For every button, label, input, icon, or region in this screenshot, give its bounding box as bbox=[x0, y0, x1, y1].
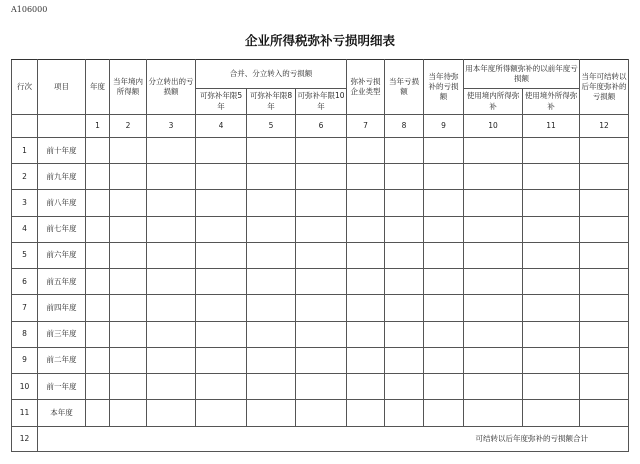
table-row bbox=[12, 347, 629, 373]
entry-cell[interactable] bbox=[424, 295, 464, 321]
entry-cell[interactable] bbox=[580, 400, 629, 426]
table-row bbox=[12, 190, 629, 216]
entry-cell[interactable] bbox=[424, 373, 464, 399]
entry-cell[interactable] bbox=[110, 216, 147, 242]
entry-cell[interactable] bbox=[196, 373, 247, 399]
entry-cell[interactable] bbox=[385, 295, 424, 321]
column-number: 11 bbox=[523, 115, 580, 138]
entry-cell[interactable] bbox=[580, 269, 629, 295]
entry-cell[interactable] bbox=[86, 190, 110, 216]
entry-cell[interactable] bbox=[196, 216, 247, 242]
entry-cell[interactable] bbox=[580, 190, 629, 216]
entry-cell[interactable] bbox=[110, 373, 147, 399]
entry-cell[interactable] bbox=[86, 216, 110, 242]
entry-cell[interactable] bbox=[196, 138, 247, 164]
entry-cell[interactable] bbox=[424, 400, 464, 426]
entry-cell[interactable] bbox=[385, 190, 424, 216]
column-number: 7 bbox=[347, 115, 385, 138]
entry-cell[interactable] bbox=[580, 347, 629, 373]
entry-cell[interactable] bbox=[147, 164, 196, 190]
blank-cell bbox=[12, 115, 38, 138]
header-used-foreign: 使用境外所得弥补 bbox=[523, 89, 580, 115]
row-item-label: 前八年度 bbox=[38, 190, 86, 216]
entry-cell[interactable] bbox=[523, 321, 580, 347]
entry-cell[interactable] bbox=[247, 138, 296, 164]
entry-cell[interactable] bbox=[86, 400, 110, 426]
entry-cell[interactable] bbox=[86, 269, 110, 295]
header-current-loss: 当年亏损额 bbox=[385, 60, 424, 115]
row-number: 5 bbox=[12, 242, 38, 268]
entry-cell[interactable] bbox=[196, 400, 247, 426]
entry-cell[interactable] bbox=[424, 164, 464, 190]
table-row bbox=[12, 242, 629, 268]
entry-cell[interactable] bbox=[523, 295, 580, 321]
column-number: 6 bbox=[296, 115, 347, 138]
entry-cell[interactable] bbox=[424, 190, 464, 216]
entry-cell[interactable] bbox=[196, 295, 247, 321]
row-number: 10 bbox=[12, 373, 38, 399]
entry-cell[interactable] bbox=[523, 400, 580, 426]
entry-cell[interactable] bbox=[147, 400, 196, 426]
row-number: 7 bbox=[12, 295, 38, 321]
header-year: 年度 bbox=[86, 60, 110, 115]
entry-cell[interactable] bbox=[464, 242, 523, 268]
entry-cell[interactable] bbox=[580, 295, 629, 321]
loss-offset-table bbox=[11, 59, 629, 452]
table-row bbox=[12, 138, 629, 164]
header-merged-10yr: 可弥补年限10年 bbox=[296, 89, 347, 115]
entry-cell[interactable] bbox=[196, 269, 247, 295]
entry-cell[interactable] bbox=[580, 321, 629, 347]
entry-cell[interactable] bbox=[424, 321, 464, 347]
entry-cell[interactable] bbox=[523, 216, 580, 242]
header-used-domestic: 使用境内所得弥补 bbox=[464, 89, 523, 115]
header-carry-forward: 当年可结转以后年度弥补的亏损额 bbox=[580, 60, 629, 115]
entry-cell[interactable] bbox=[385, 373, 424, 399]
entry-cell[interactable] bbox=[247, 295, 296, 321]
row-item-label: 前五年度 bbox=[38, 269, 86, 295]
entry-cell[interactable] bbox=[296, 216, 347, 242]
table-row bbox=[12, 269, 629, 295]
row-number: 6 bbox=[12, 269, 38, 295]
entry-cell[interactable] bbox=[247, 216, 296, 242]
entry-cell[interactable] bbox=[86, 321, 110, 347]
entry-cell[interactable] bbox=[347, 269, 385, 295]
entry-cell[interactable] bbox=[424, 347, 464, 373]
table-row bbox=[12, 400, 629, 426]
entry-cell[interactable] bbox=[523, 373, 580, 399]
entry-cell[interactable] bbox=[110, 400, 147, 426]
entry-cell[interactable] bbox=[296, 190, 347, 216]
blank-cell bbox=[38, 115, 86, 138]
entry-cell[interactable] bbox=[296, 373, 347, 399]
entry-cell[interactable] bbox=[464, 373, 523, 399]
entry-cell[interactable] bbox=[110, 164, 147, 190]
entry-cell[interactable] bbox=[147, 190, 196, 216]
table-row bbox=[12, 164, 629, 190]
entry-cell[interactable] bbox=[347, 347, 385, 373]
entry-cell[interactable] bbox=[86, 295, 110, 321]
header-used-group: 用本年度所得额弥补的以前年度亏损额 bbox=[464, 60, 580, 89]
entry-cell[interactable] bbox=[147, 216, 196, 242]
entry-cell[interactable] bbox=[147, 373, 196, 399]
column-number: 5 bbox=[247, 115, 296, 138]
entry-cell[interactable] bbox=[385, 138, 424, 164]
header-merged-group: 合并、分立转入的亏损额 bbox=[196, 60, 347, 89]
form-title: 企业所得税弥补亏损明细表 bbox=[244, 33, 395, 48]
row-number: 3 bbox=[12, 190, 38, 216]
entry-cell[interactable] bbox=[464, 164, 523, 190]
header-domestic-income: 当年境内所得额 bbox=[110, 60, 147, 115]
header-to-be-offset: 当年待弥补的亏损额 bbox=[424, 60, 464, 115]
entry-cell[interactable] bbox=[247, 347, 296, 373]
entry-cell[interactable] bbox=[464, 269, 523, 295]
entry-cell[interactable] bbox=[296, 400, 347, 426]
entry-cell[interactable] bbox=[110, 321, 147, 347]
entry-cell[interactable] bbox=[110, 190, 147, 216]
header-row-no: 行次 bbox=[12, 60, 38, 115]
entry-cell[interactable] bbox=[347, 242, 385, 268]
row-number: 1 bbox=[12, 138, 38, 164]
entry-cell[interactable] bbox=[464, 295, 523, 321]
entry-cell[interactable] bbox=[196, 321, 247, 347]
entry-cell[interactable] bbox=[86, 164, 110, 190]
entry-cell[interactable] bbox=[385, 242, 424, 268]
column-number: 10 bbox=[464, 115, 523, 138]
entry-cell[interactable] bbox=[86, 242, 110, 268]
entry-cell[interactable] bbox=[385, 164, 424, 190]
table-row bbox=[12, 373, 629, 399]
entry-cell[interactable] bbox=[347, 373, 385, 399]
entry-cell[interactable] bbox=[523, 164, 580, 190]
entry-cell[interactable] bbox=[110, 347, 147, 373]
header-merged-5yr: 可弥补年限5年 bbox=[196, 89, 247, 115]
entry-cell[interactable] bbox=[385, 269, 424, 295]
entry-cell[interactable] bbox=[196, 164, 247, 190]
entry-cell[interactable] bbox=[523, 347, 580, 373]
entry-cell[interactable] bbox=[86, 373, 110, 399]
entry-cell[interactable] bbox=[385, 216, 424, 242]
entry-cell[interactable] bbox=[580, 216, 629, 242]
table-row bbox=[12, 295, 629, 321]
entry-cell[interactable] bbox=[247, 400, 296, 426]
column-number: 12 bbox=[580, 115, 629, 138]
entry-cell[interactable] bbox=[147, 347, 196, 373]
entry-cell[interactable] bbox=[347, 138, 385, 164]
entry-cell[interactable] bbox=[580, 373, 629, 399]
entry-cell[interactable] bbox=[424, 242, 464, 268]
entry-cell[interactable] bbox=[110, 295, 147, 321]
row-item-label: 前四年度 bbox=[38, 295, 86, 321]
row-number: 8 bbox=[12, 321, 38, 347]
entry-cell[interactable] bbox=[247, 373, 296, 399]
row-item-label: 前三年度 bbox=[38, 321, 86, 347]
entry-cell[interactable] bbox=[523, 138, 580, 164]
entry-cell[interactable] bbox=[147, 138, 196, 164]
table-row bbox=[12, 321, 629, 347]
total-row bbox=[12, 426, 629, 452]
entry-cell[interactable] bbox=[147, 242, 196, 268]
entry-cell[interactable] bbox=[296, 321, 347, 347]
entry-cell[interactable] bbox=[464, 347, 523, 373]
entry-cell[interactable] bbox=[86, 347, 110, 373]
column-number-row bbox=[12, 115, 629, 138]
entry-cell[interactable] bbox=[296, 295, 347, 321]
row-item-label: 前七年度 bbox=[38, 216, 86, 242]
entry-cell[interactable] bbox=[296, 347, 347, 373]
entry-cell[interactable] bbox=[580, 242, 629, 268]
entry-cell[interactable] bbox=[110, 138, 147, 164]
entry-cell[interactable] bbox=[296, 269, 347, 295]
header-row-1 bbox=[12, 60, 629, 89]
entry-cell[interactable] bbox=[580, 164, 629, 190]
entry-cell[interactable] bbox=[464, 400, 523, 426]
entry-cell[interactable] bbox=[347, 190, 385, 216]
total-label: 可结转以后年度弥补的亏损额合计 bbox=[38, 426, 629, 452]
entry-cell[interactable] bbox=[464, 190, 523, 216]
entry-cell[interactable] bbox=[296, 242, 347, 268]
row-number: 12 bbox=[12, 426, 38, 452]
entry-cell[interactable] bbox=[464, 216, 523, 242]
column-number: 1 bbox=[86, 115, 110, 138]
entry-cell[interactable] bbox=[247, 190, 296, 216]
entry-cell[interactable] bbox=[147, 321, 196, 347]
column-number: 2 bbox=[110, 115, 147, 138]
entry-cell[interactable] bbox=[347, 400, 385, 426]
column-number: 3 bbox=[147, 115, 196, 138]
column-number: 9 bbox=[424, 115, 464, 138]
header-merged-8yr: 可弥补年限8年 bbox=[247, 89, 296, 115]
entry-cell[interactable] bbox=[523, 190, 580, 216]
header-item: 项目 bbox=[38, 60, 86, 115]
entry-cell[interactable] bbox=[147, 295, 196, 321]
entry-cell[interactable] bbox=[347, 164, 385, 190]
entry-cell[interactable] bbox=[196, 347, 247, 373]
entry-cell[interactable] bbox=[523, 269, 580, 295]
table-body bbox=[12, 138, 629, 427]
table-row bbox=[12, 216, 629, 242]
entry-cell[interactable] bbox=[247, 269, 296, 295]
entry-cell[interactable] bbox=[296, 164, 347, 190]
entry-cell[interactable] bbox=[247, 242, 296, 268]
row-item-label: 本年度 bbox=[38, 400, 86, 426]
entry-cell[interactable] bbox=[385, 321, 424, 347]
header-transferred-out: 分立转出的亏损额 bbox=[147, 60, 196, 115]
entry-cell[interactable] bbox=[296, 138, 347, 164]
entry-cell[interactable] bbox=[424, 138, 464, 164]
entry-cell[interactable] bbox=[464, 321, 523, 347]
entry-cell[interactable] bbox=[347, 295, 385, 321]
entry-cell[interactable] bbox=[196, 190, 247, 216]
entry-cell[interactable] bbox=[523, 242, 580, 268]
row-number: 11 bbox=[12, 400, 38, 426]
entry-cell[interactable] bbox=[385, 347, 424, 373]
row-number: 2 bbox=[12, 164, 38, 190]
entry-cell[interactable] bbox=[196, 242, 247, 268]
row-item-label: 前十年度 bbox=[38, 138, 86, 164]
column-number: 4 bbox=[196, 115, 247, 138]
entry-cell[interactable] bbox=[247, 164, 296, 190]
entry-cell[interactable] bbox=[110, 242, 147, 268]
header-enterprise-type: 弥补亏损企业类型 bbox=[347, 60, 385, 115]
entry-cell[interactable] bbox=[110, 269, 147, 295]
row-number: 9 bbox=[12, 347, 38, 373]
row-item-label: 前二年度 bbox=[38, 347, 86, 373]
row-item-label: 前一年度 bbox=[38, 373, 86, 399]
row-item-label: 前九年度 bbox=[38, 164, 86, 190]
entry-cell[interactable] bbox=[86, 138, 110, 164]
row-number: 4 bbox=[12, 216, 38, 242]
entry-cell[interactable] bbox=[580, 138, 629, 164]
entry-cell[interactable] bbox=[424, 216, 464, 242]
entry-cell[interactable] bbox=[464, 138, 523, 164]
entry-cell[interactable] bbox=[147, 269, 196, 295]
entry-cell[interactable] bbox=[347, 321, 385, 347]
entry-cell[interactable] bbox=[347, 216, 385, 242]
entry-cell[interactable] bbox=[424, 269, 464, 295]
entry-cell[interactable] bbox=[247, 321, 296, 347]
entry-cell[interactable] bbox=[385, 400, 424, 426]
form-code: A106000 bbox=[11, 5, 48, 14]
column-number: 8 bbox=[385, 115, 424, 138]
row-item-label: 前六年度 bbox=[38, 242, 86, 268]
